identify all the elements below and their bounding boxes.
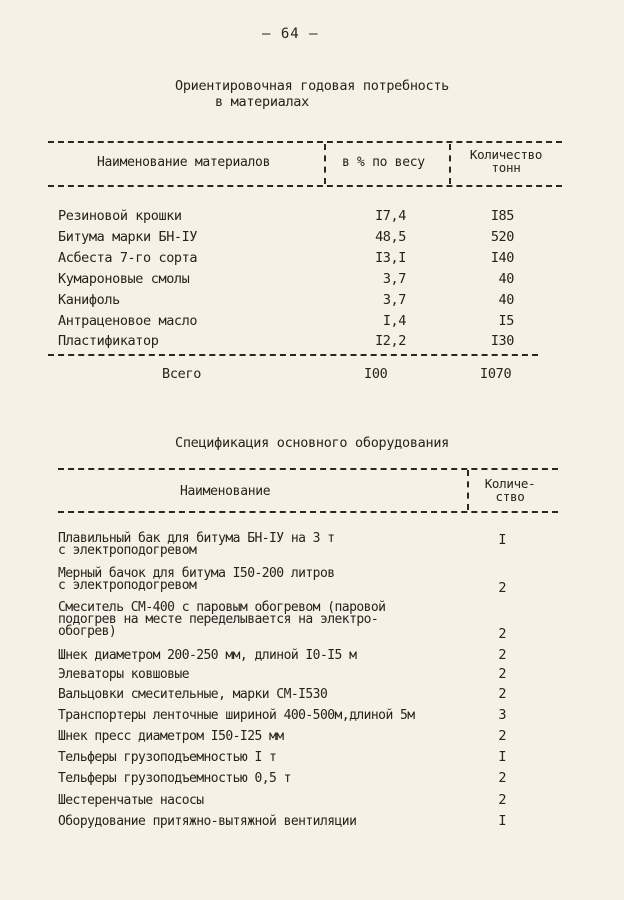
equipment-header-qty-line1: Количе- [484, 476, 536, 491]
equipment-col-divider [467, 470, 469, 510]
equipment-header-rule [58, 511, 558, 513]
materials-header-rule [48, 185, 562, 187]
material-percent: I,4 [382, 313, 406, 329]
equipment-header-name: Наименование [180, 484, 271, 499]
equipment-name-line: Тельферы грузоподъемностью 0,5 т [58, 771, 291, 786]
equipment-qty: I [498, 813, 506, 829]
equipment-name-line: с электроподогревом [58, 543, 197, 558]
material-name: Битума марки БН-IУ [58, 229, 198, 245]
equipment-qty: 2 [498, 728, 506, 744]
materials-header-percent: в % по весу [342, 155, 425, 170]
materials-header-qty [456, 148, 556, 174]
materials-header-name: Наименование материалов [97, 155, 271, 170]
equipment-name-line: Шнек диаметром 200-250 мм, длиной I0-I5 м [58, 648, 357, 663]
equipment-row [58, 533, 518, 557]
material-percent: I3,I [375, 250, 406, 266]
materials-title-line1: Ориентировочная годовая потребность [175, 78, 449, 94]
equipment-name-line: Оборудование притяжно-вытяжной вентиляции [58, 814, 357, 829]
materials-bottom-rule [48, 354, 538, 356]
equipment-qty: 2 [498, 686, 506, 702]
material-name: Пластификатор [58, 333, 159, 349]
materials-title-line2: в материалах [215, 94, 309, 110]
equipment-top-rule [58, 468, 558, 470]
equipment-qty: I [498, 749, 506, 765]
equipment-row [58, 600, 518, 642]
material-percent: 48,5 [375, 229, 406, 245]
material-qty: 40 [498, 292, 514, 308]
material-qty: 520 [490, 229, 514, 245]
equipment-qty: 2 [498, 792, 506, 808]
equipment-qty: 2 [498, 770, 506, 786]
material-name: Резиновой крошки [58, 208, 182, 224]
equipment-row [58, 707, 518, 723]
equipment-name-line: Элеваторы ковшовые [58, 667, 189, 682]
materials-row [0, 250, 624, 271]
material-qty: I85 [490, 208, 514, 224]
equipment-name-line: Шестеренчатые насосы [58, 793, 204, 808]
equipment-qty: 2 [498, 647, 506, 663]
material-qty: I30 [490, 333, 514, 349]
equipment-name-line: Мерный бачок для битума I50-200 литров [58, 566, 335, 581]
equipment-title: Спецификация основного оборудования [175, 435, 449, 451]
materials-row [0, 271, 624, 292]
equipment-name-line: Смеситель СМ-400 с паровым обогревом (паровой [58, 600, 386, 615]
material-percent: 3,7 [382, 271, 406, 287]
materials-top-rule [48, 141, 562, 143]
equipment-row [58, 813, 518, 829]
material-percent: I2,2 [375, 333, 406, 349]
equipment-name-line: подогрев на месте переделывается на электро- [58, 612, 379, 627]
materials-row [0, 208, 624, 229]
material-name: Кумароновые смолы [58, 271, 190, 287]
equipment-name-line: Шнек пресс диаметром I50-I25 мм [58, 729, 284, 744]
materials-row [0, 313, 624, 334]
material-name: Канифоль [58, 292, 120, 308]
equipment-header-qty-line2: ство [495, 489, 525, 504]
equipment-name-line: Транспортеры ленточные шириной 400-500м,длиной 5м [58, 708, 415, 723]
materials-total-percent: I00 [364, 366, 388, 382]
equipment-row [58, 749, 518, 765]
material-name: Асбеста 7-го сорта [58, 250, 198, 266]
material-percent: I7,4 [375, 208, 406, 224]
materials-row [0, 333, 624, 354]
materials-col-divider-2 [449, 144, 451, 184]
equipment-name-line: обогрев) [58, 624, 117, 639]
materials-col-divider-1 [324, 144, 326, 184]
materials-row [0, 292, 624, 313]
materials-total-label: Всего [162, 366, 202, 382]
material-qty: 40 [498, 271, 514, 287]
materials-header-qty-line2: тонн [491, 160, 521, 175]
equipment-row [58, 566, 518, 596]
equipment-row [58, 686, 518, 702]
equipment-row [58, 770, 518, 786]
material-percent: 3,7 [382, 292, 406, 308]
equipment-qty: 2 [498, 666, 506, 682]
equipment-qty: I [498, 532, 506, 548]
equipment-name-line: с электроподогревом [58, 578, 197, 593]
materials-row [0, 229, 624, 250]
equipment-row [58, 666, 518, 682]
material-qty: I40 [490, 250, 514, 266]
equipment-row [58, 728, 518, 744]
materials-total-qty: I070 [480, 366, 512, 382]
material-name: Антраценовое масло [58, 313, 198, 329]
equipment-name-line: Вальцовки смесительные, марки СМ-I530 [58, 687, 328, 702]
equipment-qty: 2 [498, 580, 506, 596]
equipment-name-line: Плавильный бак для битума БН-IУ на 3 т [58, 531, 335, 546]
page-number: — 64 — [262, 26, 319, 42]
equipment-row [58, 647, 518, 663]
materials-title [0, 78, 624, 110]
equipment-name-line: Тельферы грузоподъемностью I т [58, 750, 277, 765]
equipment-qty: 2 [498, 626, 506, 642]
equipment-header-qty [474, 477, 546, 503]
materials-header-qty-line1: Количество [469, 147, 543, 162]
equipment-row [58, 792, 518, 808]
material-qty: I5 [498, 313, 514, 329]
equipment-qty: 3 [498, 707, 506, 723]
